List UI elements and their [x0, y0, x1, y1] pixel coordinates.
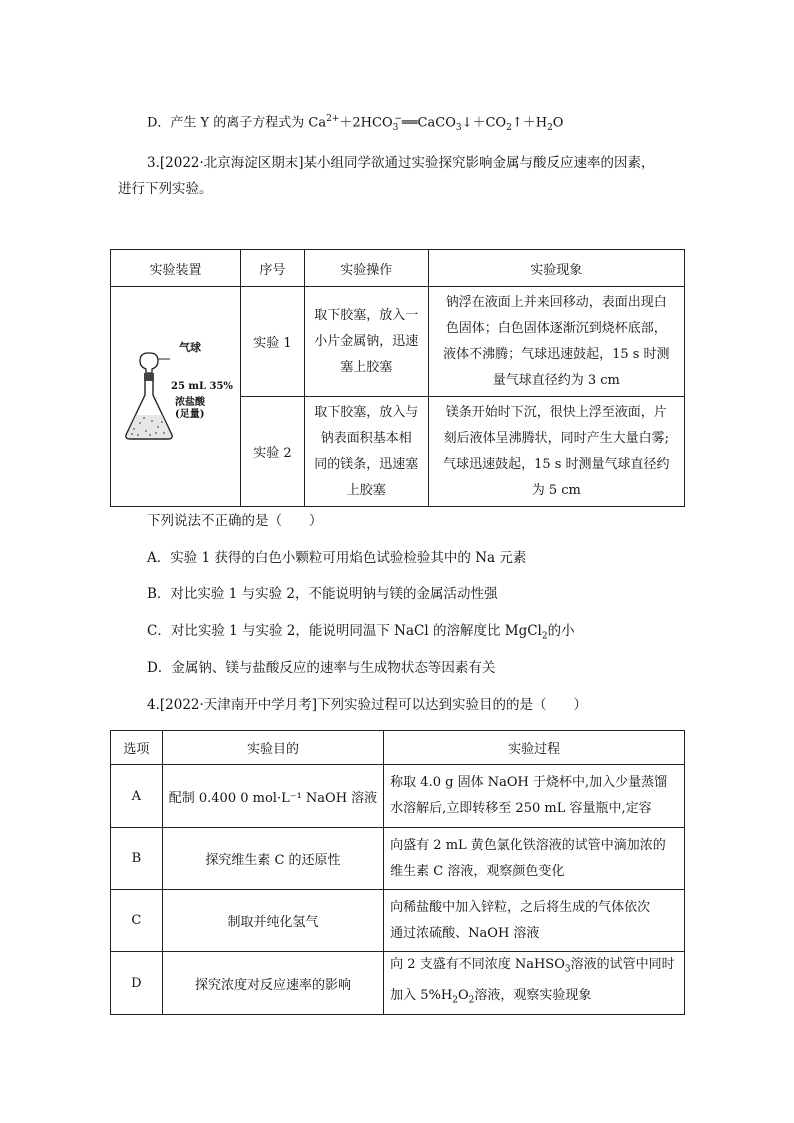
table-row	[111, 765, 685, 828]
experiment-operation	[304, 397, 428, 507]
process-cell	[384, 890, 685, 952]
goal-cell: 探究维生素 C 的还原性	[162, 828, 383, 890]
process-line: 向稀盐酸中加入锌粒，之后将生成的气体依次	[390, 899, 651, 915]
formula-part: ↑＋H	[511, 115, 548, 131]
q3-intro-line2: 进行下列实验。	[118, 181, 213, 197]
goal-cell: 探究浓度对反应速率的影响	[162, 952, 383, 1015]
experiment-phenomenon	[428, 397, 684, 507]
option-label: A	[111, 765, 163, 828]
option-c-text: C．对比实验 1 与实验 2，能说明同温下 NaCl 的溶解度比 MgCl	[147, 623, 542, 639]
process-text: 加入 5%H	[390, 988, 453, 1003]
process-line	[390, 952, 678, 983]
process-text: 溶液，观察实验现象	[474, 988, 592, 1003]
process-line	[390, 983, 678, 1014]
q3-option-a: A．实验 1 获得的白色小颗粒可用焰色试验检验其中的 Na 元素	[147, 550, 527, 566]
table-header-row	[111, 250, 685, 287]
table-row	[111, 890, 685, 952]
process-line: 称取 4.0 g 固体 NaOH 于烧杯中,加入少量蒸馏	[390, 775, 668, 790]
option-label: B	[111, 828, 163, 890]
goal-cell: 配制 0.400 0 mol·L⁻¹ NaOH 溶液	[162, 765, 383, 828]
header-goal: 实验目的	[162, 731, 383, 765]
option-c-text-end: 的小	[547, 623, 575, 639]
phenomenon-line: 量气球直径约为 3 cm	[492, 372, 620, 388]
subscript: 2	[547, 122, 553, 133]
process-text: 向 2 支盛有不同浓度 NaHSO	[390, 957, 565, 973]
subscript: 2	[452, 995, 458, 1006]
process-line: 通过浓硫酸、NaOH 溶液	[390, 925, 540, 941]
phenomenon-line: 钠浮在液面上并来回移动，表面出现白	[445, 294, 667, 310]
subscript: 2	[506, 122, 512, 133]
phenomenon-line: 液体不沸腾；气球迅速鼓起，15 s 时测	[443, 346, 670, 362]
option-label: D	[111, 952, 163, 1015]
operation-line: 取下胶塞，放入一	[314, 307, 419, 323]
prev-option-d	[147, 109, 563, 138]
operation-line: 塞上胶塞	[340, 359, 393, 375]
table-row	[111, 287, 685, 397]
header-phenomenon: 实验现象	[428, 250, 684, 287]
subscript: 2	[468, 995, 475, 1006]
formula-part: ══CaCO	[401, 115, 456, 131]
operation-line: 同的镁条，迅速塞	[314, 456, 419, 472]
process-text: 溶液的试管中同时	[570, 957, 675, 973]
process-cell	[384, 952, 685, 1015]
operation-line: 上胶塞	[346, 482, 386, 498]
q3-question: 下列说法不正确的是（ ）	[147, 513, 323, 529]
minus-superscript: −	[394, 114, 402, 124]
process-text: O	[458, 988, 469, 1003]
phenomenon-line: 气球迅速鼓起，15 s 时测量气球直径约	[443, 456, 670, 472]
experiment-id: 实验 2	[240, 397, 304, 507]
process-line: 水溶解后,立即转移至 250 mL 容量瓶中,定容	[390, 801, 652, 816]
stopper-shape	[144, 373, 154, 381]
experiment-operation	[304, 287, 428, 397]
phenomenon-line: 为 5 cm	[531, 482, 581, 498]
balloon-shape	[140, 353, 158, 373]
q4-intro: 4.[2022·天津南开中学月考]下列实验过程可以达到实验目的的是（ ）	[147, 697, 588, 713]
acid-label: 浓盐酸	[175, 396, 205, 408]
process-cell	[384, 828, 685, 890]
formula-part: ＋2HCO	[339, 115, 393, 131]
table-header-row	[111, 731, 685, 765]
subscript: 3	[564, 965, 571, 975]
q3-option-c	[147, 618, 575, 650]
header-option: 选项	[111, 731, 163, 765]
header-operation: 实验操作	[304, 250, 428, 287]
option-d-text: D．产生 Y 的离子方程式为 Ca	[147, 115, 327, 131]
header-process: 实验过程	[384, 731, 685, 765]
goal-cell: 制取并纯化氢气	[162, 890, 383, 952]
subscript: 2	[541, 631, 548, 642]
process-line: 维生素 C 溶液，观察颜色变化	[390, 863, 565, 879]
process-line: 向盛有 2 mL 黄色氯化铁溶液的试管中滴加浓的	[390, 837, 666, 853]
operation-line: 取下胶塞，放入与	[314, 404, 419, 420]
excess-label: (足量)	[175, 408, 205, 420]
volume-label: 25 mL 35%	[171, 380, 233, 392]
phenomenon-line: 色固体；白色固体逐渐沉到烧杯底部，	[445, 320, 667, 336]
process-cell	[384, 765, 685, 828]
subscript: 3	[455, 122, 462, 133]
experiment-id: 实验 1	[240, 287, 304, 397]
table-row	[111, 828, 685, 890]
header-number: 序号	[240, 250, 304, 287]
balloon-label: 气球	[179, 340, 201, 354]
phenomenon-line: 镁条开始时下沉，很快上浮至液面，片	[445, 404, 667, 420]
table-row	[111, 952, 685, 1015]
phenomenon-line: 刻后液体呈沸腾状，同时产生大量白雾;	[443, 430, 669, 446]
q3-experiment-table	[110, 249, 685, 507]
q3-option-d: D．金属钠、镁与盐酸反应的速率与生成物状态等因素有关	[147, 660, 496, 676]
q4-experiment-table	[110, 730, 685, 1015]
q3-option-b: B．对比实验 1 与实验 2，不能说明钠与镁的金属活动性强	[147, 586, 498, 602]
formula-part: O	[552, 115, 564, 131]
apparatus-cell	[111, 287, 241, 507]
operation-line: 钠表面积基本相	[320, 430, 412, 446]
subscript: 3	[392, 122, 399, 133]
charge-superscript: 2+	[326, 114, 340, 124]
experiment-phenomenon	[428, 287, 684, 397]
formula-part: ↓＋CO	[461, 115, 507, 131]
operation-line: 小片金属钠，迅速	[314, 333, 419, 349]
header-apparatus: 实验装置	[111, 250, 241, 287]
q3-intro-line1: 3.[2022·北京海淀区期末]某小组同学欲通过实验探究影响金属与酸反应速率的因素，	[147, 155, 655, 171]
option-label: C	[111, 890, 163, 952]
